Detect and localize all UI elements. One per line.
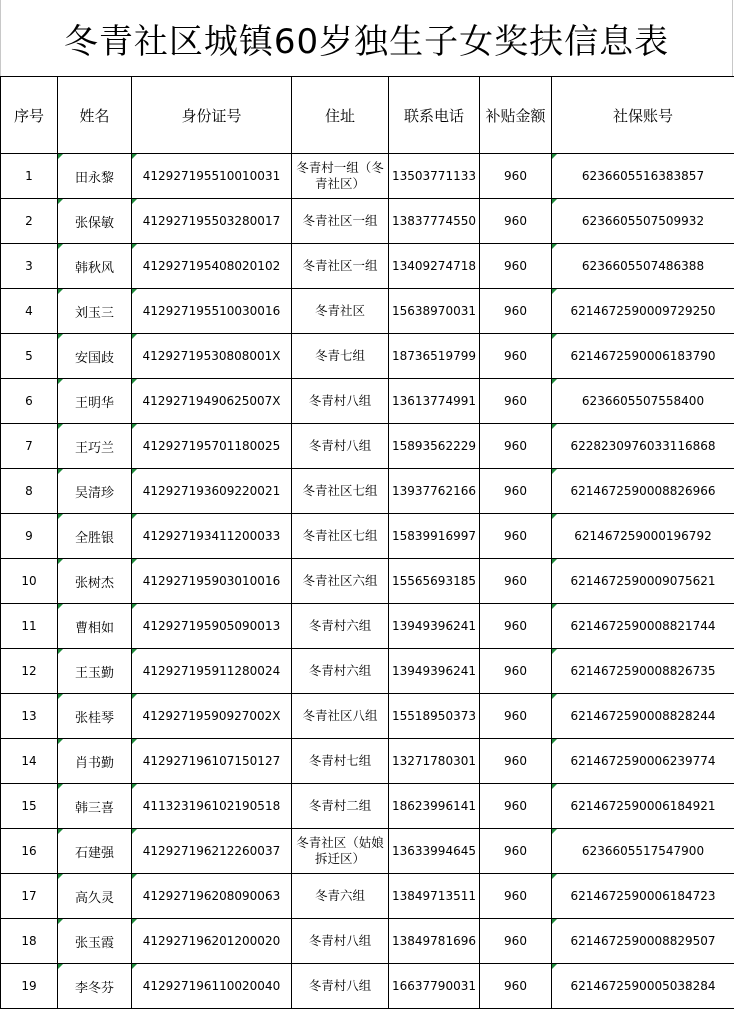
name-cell[interactable]: 吴清珍 bbox=[58, 469, 132, 514]
phone-cell[interactable]: 13271780301 bbox=[389, 739, 480, 784]
account-cell[interactable]: 6214672590008821744 bbox=[552, 604, 734, 649]
name-cell[interactable]: 王玉勤 bbox=[58, 649, 132, 694]
table-row bbox=[1, 829, 734, 874]
address-cell[interactable]: 冬青社区八组 bbox=[292, 694, 389, 739]
phone-cell[interactable]: 15839916997 bbox=[389, 514, 480, 559]
seq-cell[interactable]: 5 bbox=[1, 334, 58, 379]
table-row bbox=[1, 289, 734, 334]
header-cell[interactable]: 住址 bbox=[292, 77, 389, 154]
seq-cell[interactable]: 12 bbox=[1, 649, 58, 694]
seq-cell[interactable]: 17 bbox=[1, 874, 58, 919]
id-number-cell[interactable]: 412927193411200033 bbox=[132, 514, 292, 559]
phone-cell[interactable]: 13849713511 bbox=[389, 874, 480, 919]
table-row bbox=[1, 874, 734, 919]
table-row bbox=[1, 559, 734, 604]
header-cell[interactable]: 补贴金额 bbox=[480, 77, 552, 154]
header-cell[interactable]: 社保账号 bbox=[552, 77, 734, 154]
table-row bbox=[1, 199, 734, 244]
amount-cell[interactable]: 960 bbox=[480, 424, 552, 469]
account-cell[interactable]: 6228230976033116868 bbox=[552, 424, 734, 469]
id-number-cell[interactable]: 412927195510030016 bbox=[132, 289, 292, 334]
address-cell[interactable]: 冬青村六组 bbox=[292, 604, 389, 649]
amount-cell[interactable]: 960 bbox=[480, 154, 552, 199]
address-cell[interactable]: 冬青社区一组 bbox=[292, 199, 389, 244]
table-row bbox=[1, 154, 734, 199]
amount-cell[interactable]: 960 bbox=[480, 874, 552, 919]
amount-cell[interactable]: 960 bbox=[480, 964, 552, 1009]
header-cell[interactable]: 姓名 bbox=[58, 77, 132, 154]
table-row bbox=[1, 694, 734, 739]
phone-cell[interactable]: 16637790031 bbox=[389, 964, 480, 1009]
table-row bbox=[1, 334, 734, 379]
seq-cell[interactable]: 9 bbox=[1, 514, 58, 559]
id-number-cell[interactable]: 412927196110020040 bbox=[132, 964, 292, 1009]
id-number-cell[interactable]: 412927195510010031 bbox=[132, 154, 292, 199]
table-row bbox=[1, 919, 734, 964]
amount-cell[interactable]: 960 bbox=[480, 829, 552, 874]
name-cell[interactable]: 肖书勤 bbox=[58, 739, 132, 784]
id-number-cell[interactable]: 412927196107150127 bbox=[132, 739, 292, 784]
id-number-cell[interactable]: 411323196102190518 bbox=[132, 784, 292, 829]
address-cell[interactable]: 冬青村二组 bbox=[292, 784, 389, 829]
phone-cell[interactable]: 13949396241 bbox=[389, 604, 480, 649]
title-cell[interactable] bbox=[0, 0, 733, 76]
name-cell[interactable]: 高久灵 bbox=[58, 874, 132, 919]
account-cell[interactable]: 6236605507558400 bbox=[552, 379, 734, 424]
seq-cell[interactable]: 1 bbox=[1, 154, 58, 199]
id-number-cell[interactable]: 412927196201200020 bbox=[132, 919, 292, 964]
info-table bbox=[0, 76, 734, 1009]
account-cell[interactable]: 6236605507509932 bbox=[552, 199, 734, 244]
account-cell[interactable]: 6214672590008828244 bbox=[552, 694, 734, 739]
page-title: 冬青社区城镇60岁独生子女奖扶信息表 bbox=[64, 14, 669, 63]
phone-cell[interactable]: 15638970031 bbox=[389, 289, 480, 334]
id-number-cell[interactable]: 412927196212260037 bbox=[132, 829, 292, 874]
name-cell[interactable]: 韩秋风 bbox=[58, 244, 132, 289]
table-row bbox=[1, 514, 734, 559]
amount-cell[interactable]: 960 bbox=[480, 649, 552, 694]
header-cell[interactable]: 序号 bbox=[1, 77, 58, 154]
amount-cell[interactable]: 960 bbox=[480, 244, 552, 289]
name-cell[interactable]: 韩三喜 bbox=[58, 784, 132, 829]
seq-cell[interactable]: 16 bbox=[1, 829, 58, 874]
amount-cell[interactable]: 960 bbox=[480, 289, 552, 334]
address-cell[interactable]: 冬青六组 bbox=[292, 874, 389, 919]
table-row bbox=[1, 604, 734, 649]
account-cell[interactable]: 6214672590009729250 bbox=[552, 289, 734, 334]
seq-cell[interactable]: 19 bbox=[1, 964, 58, 1009]
id-number-cell[interactable]: 412927193609220021 bbox=[132, 469, 292, 514]
table-row bbox=[1, 739, 734, 784]
account-cell[interactable]: 6236605517547900 bbox=[552, 829, 734, 874]
table-row bbox=[1, 244, 734, 289]
phone-cell[interactable]: 13409274718 bbox=[389, 244, 480, 289]
account-cell[interactable]: 6214672590008829507 bbox=[552, 919, 734, 964]
id-number-cell[interactable]: 412927196208090063 bbox=[132, 874, 292, 919]
account-cell[interactable]: 6214672590006239774 bbox=[552, 739, 734, 784]
id-number-cell[interactable]: 41292719530808001X bbox=[132, 334, 292, 379]
table-row bbox=[1, 964, 734, 1009]
seq-cell[interactable]: 4 bbox=[1, 289, 58, 334]
amount-cell[interactable]: 960 bbox=[480, 379, 552, 424]
address-cell[interactable]: 冬青七组 bbox=[292, 334, 389, 379]
address-cell[interactable]: 冬青社区一组 bbox=[292, 244, 389, 289]
address-cell[interactable]: 冬青社区七组 bbox=[292, 514, 389, 559]
seq-cell[interactable]: 15 bbox=[1, 784, 58, 829]
address-cell[interactable]: 冬青村八组 bbox=[292, 919, 389, 964]
amount-cell[interactable]: 960 bbox=[480, 784, 552, 829]
table-row bbox=[1, 784, 734, 829]
amount-cell[interactable]: 960 bbox=[480, 694, 552, 739]
address-cell[interactable]: 冬青社区 bbox=[292, 289, 389, 334]
phone-cell[interactable]: 13613774991 bbox=[389, 379, 480, 424]
name-cell[interactable]: 田永黎 bbox=[58, 154, 132, 199]
name-cell[interactable]: 王明华 bbox=[58, 379, 132, 424]
seq-cell[interactable]: 3 bbox=[1, 244, 58, 289]
phone-cell[interactable]: 13949396241 bbox=[389, 649, 480, 694]
seq-cell[interactable]: 14 bbox=[1, 739, 58, 784]
account-cell[interactable]: 6236605516383857 bbox=[552, 154, 734, 199]
account-cell[interactable]: 6214672590006183790 bbox=[552, 334, 734, 379]
account-cell[interactable]: 6236605507486388 bbox=[552, 244, 734, 289]
seq-cell[interactable]: 8 bbox=[1, 469, 58, 514]
address-cell[interactable]: 冬青社区（姑娘拆迁区） bbox=[292, 829, 389, 874]
name-cell[interactable]: 刘玉三 bbox=[58, 289, 132, 334]
name-cell[interactable]: 张桂琴 bbox=[58, 694, 132, 739]
name-cell[interactable]: 石建强 bbox=[58, 829, 132, 874]
name-cell[interactable]: 张树杰 bbox=[58, 559, 132, 604]
phone-cell[interactable]: 15518950373 bbox=[389, 694, 480, 739]
id-number-cell[interactable]: 412927195408020102 bbox=[132, 244, 292, 289]
id-number-cell[interactable]: 412927195911280024 bbox=[132, 649, 292, 694]
address-cell[interactable]: 冬青村八组 bbox=[292, 964, 389, 1009]
phone-cell[interactable]: 15893562229 bbox=[389, 424, 480, 469]
id-number-cell[interactable]: 412927195903010016 bbox=[132, 559, 292, 604]
id-number-cell[interactable]: 412927195503280017 bbox=[132, 199, 292, 244]
account-cell[interactable]: 6214672590006184921 bbox=[552, 784, 734, 829]
table-row bbox=[1, 649, 734, 694]
amount-cell[interactable]: 960 bbox=[480, 514, 552, 559]
phone-cell[interactable]: 18736519799 bbox=[389, 334, 480, 379]
seq-cell[interactable]: 13 bbox=[1, 694, 58, 739]
id-number-cell[interactable]: 41292719490625007X bbox=[132, 379, 292, 424]
id-number-cell[interactable]: 412927195905090013 bbox=[132, 604, 292, 649]
phone-cell[interactable]: 13503771133 bbox=[389, 154, 480, 199]
account-cell[interactable]: 6214672590008826735 bbox=[552, 649, 734, 694]
amount-cell[interactable]: 960 bbox=[480, 199, 552, 244]
phone-cell[interactable]: 13633994645 bbox=[389, 829, 480, 874]
phone-cell[interactable]: 13849781696 bbox=[389, 919, 480, 964]
header-cell[interactable]: 身份证号 bbox=[132, 77, 292, 154]
id-number-cell[interactable]: 41292719590927002X bbox=[132, 694, 292, 739]
table-row bbox=[1, 379, 734, 424]
seq-cell[interactable]: 6 bbox=[1, 379, 58, 424]
phone-cell[interactable]: 18623996141 bbox=[389, 784, 480, 829]
id-number-cell[interactable]: 412927195701180025 bbox=[132, 424, 292, 469]
phone-cell[interactable]: 13937762166 bbox=[389, 469, 480, 514]
table-row bbox=[1, 424, 734, 469]
seq-cell[interactable]: 2 bbox=[1, 199, 58, 244]
phone-cell[interactable]: 13837774550 bbox=[389, 199, 480, 244]
amount-cell[interactable]: 960 bbox=[480, 604, 552, 649]
address-cell[interactable]: 冬青村一组（冬青社区） bbox=[292, 154, 389, 199]
header-cell[interactable]: 联系电话 bbox=[389, 77, 480, 154]
amount-cell[interactable]: 960 bbox=[480, 739, 552, 784]
name-cell[interactable]: 安国歧 bbox=[58, 334, 132, 379]
account-cell[interactable]: 6214672590008826966 bbox=[552, 469, 734, 514]
account-cell[interactable]: 6214672590006184723 bbox=[552, 874, 734, 919]
name-cell[interactable]: 全胜银 bbox=[58, 514, 132, 559]
name-cell[interactable]: 张保敏 bbox=[58, 199, 132, 244]
address-cell[interactable]: 冬青村六组 bbox=[292, 649, 389, 694]
amount-cell[interactable]: 960 bbox=[480, 919, 552, 964]
address-cell[interactable]: 冬青社区六组 bbox=[292, 559, 389, 604]
amount-cell[interactable]: 960 bbox=[480, 559, 552, 604]
address-cell[interactable]: 冬青村八组 bbox=[292, 379, 389, 424]
header-row bbox=[1, 77, 734, 154]
amount-cell[interactable]: 960 bbox=[480, 334, 552, 379]
name-cell[interactable]: 曹相如 bbox=[58, 604, 132, 649]
seq-cell[interactable]: 10 bbox=[1, 559, 58, 604]
seq-cell[interactable]: 11 bbox=[1, 604, 58, 649]
seq-cell[interactable]: 7 bbox=[1, 424, 58, 469]
name-cell[interactable]: 张玉霞 bbox=[58, 919, 132, 964]
address-cell[interactable]: 冬青村八组 bbox=[292, 424, 389, 469]
name-cell[interactable]: 王巧兰 bbox=[58, 424, 132, 469]
address-cell[interactable]: 冬青村七组 bbox=[292, 739, 389, 784]
table-row bbox=[1, 469, 734, 514]
phone-cell[interactable]: 15565693185 bbox=[389, 559, 480, 604]
seq-cell[interactable]: 18 bbox=[1, 919, 58, 964]
amount-cell[interactable]: 960 bbox=[480, 469, 552, 514]
account-cell[interactable]: 621467259000196792 bbox=[552, 514, 734, 559]
account-cell[interactable]: 6214672590005038284 bbox=[552, 964, 734, 1009]
account-cell[interactable]: 6214672590009075621 bbox=[552, 559, 734, 604]
address-cell[interactable]: 冬青社区七组 bbox=[292, 469, 389, 514]
name-cell[interactable]: 李冬芬 bbox=[58, 964, 132, 1009]
